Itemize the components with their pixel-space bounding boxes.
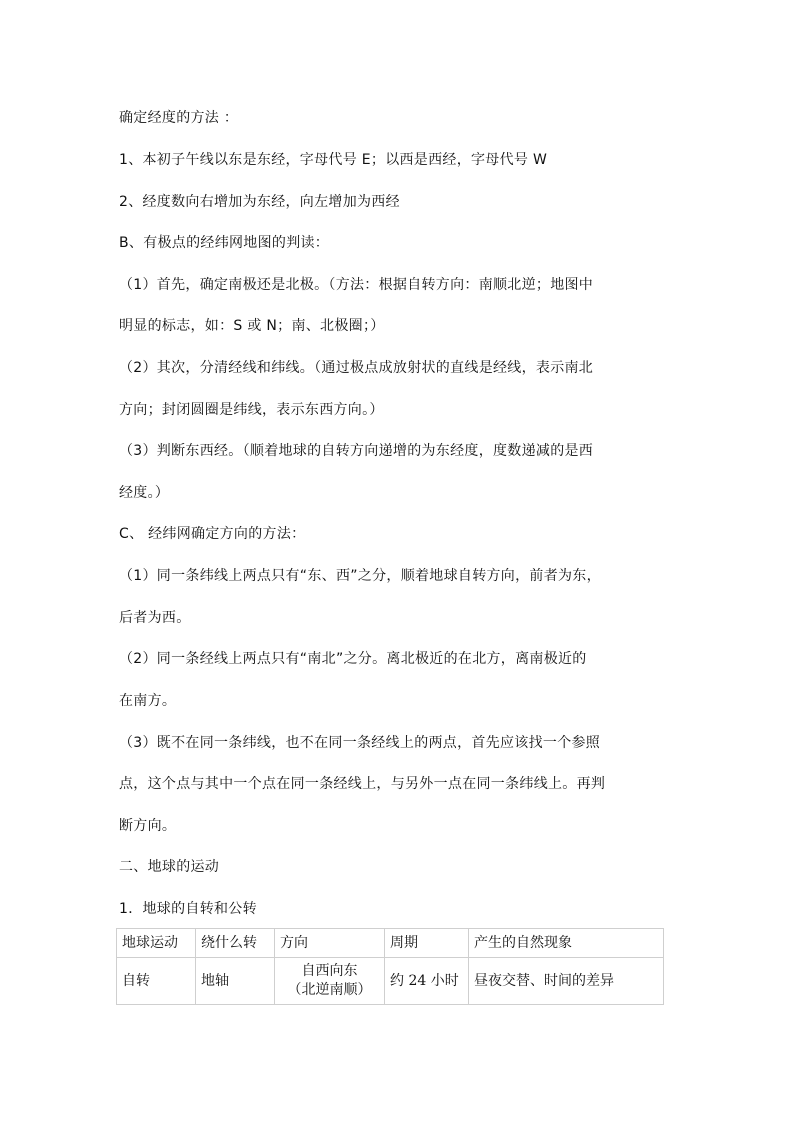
- table-cell: 地轴: [196, 958, 275, 1005]
- direction-main: 自西向东: [301, 963, 358, 979]
- text-line: （1）首先，确定南极还是北极。（方法：根据自转方向：南顺北逆；地图中: [119, 277, 594, 293]
- text-line: 方向；封闭圆圈是纬线，表示东西方向。）: [119, 402, 384, 418]
- text-line: （2）其次，分清经线和纬线。（通过极点成放射状的直线是经线，表示南北: [119, 360, 594, 376]
- earth-motion-table: [116, 928, 664, 1005]
- table-header-row: [117, 929, 664, 958]
- text-line: 经度。）: [119, 485, 170, 501]
- subheading-rotation-revolution: 1．地球的自转和公转: [119, 901, 257, 917]
- text-line: 在南方。: [119, 693, 177, 709]
- table-header-cell: 方向: [275, 929, 385, 958]
- section-heading-c: C、 经纬网确定方向的方法：: [119, 526, 306, 542]
- text-line: 后者为西。: [119, 610, 191, 626]
- text-line: 点，这个点与其中一个点在同一条经线上，与另外一点在同一条纬线上。再判: [119, 776, 606, 792]
- text-line: 1、本初子午线以东是东经，字母代号 E；以西是西经，字母代号 W: [119, 152, 548, 168]
- text-line: 明显的标志，如：S 或 N；南、北极圈；）: [119, 318, 385, 334]
- table-header-cell: 地球运动: [117, 929, 196, 958]
- text-line: （3）判断东西经。（顺着地球的自转方向递增的为东经度，度数递减的是西: [119, 443, 594, 459]
- text-line: （2）同一条经线上两点只有“南北”之分。离北极近的在北方，离南极近的: [119, 651, 587, 667]
- table-header-cell: 产生的自然现象: [469, 929, 664, 958]
- heading-longitude-method: 确定经度的方法 ：: [119, 110, 239, 126]
- table-cell-direction: [275, 958, 385, 1005]
- table-cell: 约 24 小时: [385, 958, 469, 1005]
- text-line: 2、经度数向右增加为东经，向左增加为西经: [119, 194, 400, 210]
- table-cell: 自转: [117, 958, 196, 1005]
- table-header-cell: 周期: [385, 929, 469, 958]
- text-line: 断方向。: [119, 818, 177, 834]
- text-line: （3）既不在同一条纬线，也不在同一条经线上的两点，首先应该找一个参照: [119, 735, 601, 751]
- direction-note: （北逆南顺）: [287, 982, 372, 998]
- text-line: （1）同一条纬线上两点只有“东、西”之分，顺着地球自转方向，前者为东，: [119, 568, 601, 584]
- table-header-cell: 绕什么转: [196, 929, 275, 958]
- table-cell: 昼夜交替、时间的差异: [469, 958, 664, 1005]
- table-row: [117, 958, 664, 1005]
- section-heading-earth-motion: 二、地球的运动: [119, 859, 220, 875]
- section-heading-b: B、有极点的经纬网地图的判读：: [119, 235, 330, 251]
